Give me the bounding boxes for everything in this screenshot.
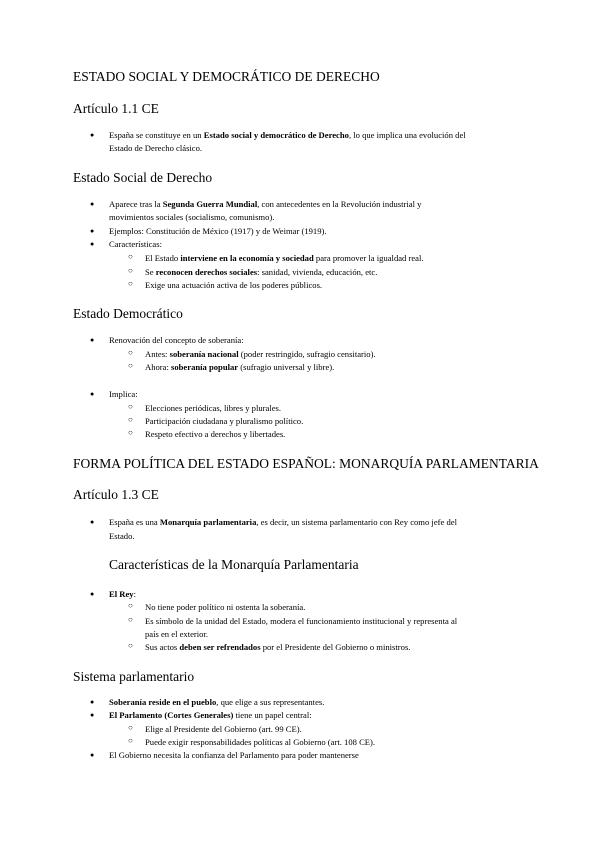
caract-sub-1: No tiene poder político ni ostenta la soberanía. [145, 602, 306, 612]
sub-bullet-circle: ○ [128, 736, 133, 745]
democ-sub-3: Elecciones periódicas, libres y plurales. [145, 403, 282, 413]
bullet-dot: ● [90, 711, 95, 719]
sub-bullet-circle: ○ [128, 615, 133, 624]
sub-bullet-circle: ○ [128, 428, 133, 437]
sub-bullet-circle: ○ [128, 252, 133, 261]
bullet-dot: ● [90, 751, 95, 759]
bullet-dot: ● [90, 336, 95, 344]
section-title-forma-politica: FORMA POLÍTICA DEL ESTADO ESPAÑOL: MONARQUÍA PARLAMENTARIA [73, 456, 539, 471]
caract-sub-2-cont: país en el exterior. [145, 629, 208, 639]
bullet-dot: ● [90, 518, 95, 526]
democ-bullet-2: Implica: [109, 389, 138, 399]
heading-articulo-1-1: Artículo 1.1 CE [73, 101, 159, 116]
democ-bullet-1: Renovación del concepto de soberanía: [109, 335, 244, 345]
bullet-dot: ● [90, 698, 95, 706]
heading-caracteristicas: Características de la Monarquía Parlamentaria [109, 557, 359, 572]
sub-bullet-circle: ○ [128, 348, 133, 357]
social-bullet-2: Ejemplos: Constitución de México (1917) y de Weimar (1919). [109, 226, 327, 236]
social-bullet-3: Características: [109, 239, 162, 249]
sistema-sub-2: Puede exigir responsabilidades políticas al Gobierno (art. 108 CE). [145, 737, 376, 747]
heading-estado-democratico: Estado Democrático [73, 306, 183, 321]
bullet-dot: ● [90, 227, 95, 235]
sistema-bullet-3: El Gobierno necesita la confianza del Parlamento para poder mantenerse [109, 750, 359, 760]
social-sub-3: Exige una actuación activa de los poderes públicos. [145, 280, 323, 290]
sistema-bullet-2: El Parlamento (Cortes Generales) tiene un papel central: [109, 710, 312, 720]
art11-bullet-1: España se constituye en un Estado social y democrático de Derecho, lo que implica una evolución del [109, 130, 466, 140]
bullet-dot: ● [90, 590, 95, 598]
sistema-bullet-1: Soberanía reside en el pueblo, que elige a sus representantes. [109, 697, 325, 707]
sub-bullet-circle: ○ [128, 266, 133, 275]
art13-bullet-1-cont: Estado. [109, 531, 135, 541]
sub-bullet-circle: ○ [128, 641, 133, 650]
social-bullet-1-cont: movimientos sociales (socialismo, comunismo). [109, 212, 275, 222]
sub-bullet-circle: ○ [128, 402, 133, 411]
heading-sistema-parlamentario: Sistema parlamentario [73, 669, 195, 684]
sub-bullet-circle: ○ [128, 601, 133, 610]
sub-bullet-circle: ○ [128, 279, 133, 288]
social-bullet-1: Aparece tras la Segunda Guerra Mundial, con antecedentes en la Revolución industrial y [109, 199, 422, 209]
sub-bullet-circle: ○ [128, 415, 133, 424]
caract-bullet-1: El Rey: [109, 589, 136, 599]
bullet-dot: ● [90, 131, 95, 139]
social-sub-1: El Estado interviene en la economía y sociedad para promover la igualdad real. [145, 253, 424, 263]
bullet-dot: ● [90, 240, 95, 248]
bullet-dot: ● [90, 200, 95, 208]
heading-estado-social: Estado Social de Derecho [73, 170, 213, 185]
caract-sub-2: Es símbolo de la unidad del Estado, modera el funcionamiento institucional y representa al [145, 616, 458, 626]
heading-articulo-1-3: Artículo 1.3 CE [73, 487, 159, 502]
social-sub-2: Se reconocen derechos sociales: sanidad, vivienda, educación, etc. [145, 267, 378, 277]
democ-sub-5: Respeto efectivo a derechos y libertades. [145, 429, 286, 439]
democ-sub-1: Antes: soberanía nacional (poder restringido, sufragio censitario). [145, 349, 376, 359]
caract-sub-3: Sus actos deben ser refrendados por el Presidente del Gobierno o ministros. [145, 642, 411, 652]
sub-bullet-circle: ○ [128, 361, 133, 370]
sistema-sub-1: Elige al Presidente del Gobierno (art. 99 CE). [145, 724, 302, 734]
democ-sub-2: Ahora: soberanía popular (sufragio universal y libre). [145, 362, 335, 372]
section-title-estado-social: ESTADO SOCIAL Y DEMOCRÁTICO DE DERECHO [73, 69, 380, 84]
bullet-dot: ● [90, 390, 95, 398]
art13-bullet-1: España es una Monarquía parlamentaria, es decir, un sistema parlamentario con Rey como jefe del [109, 517, 457, 527]
democ-sub-4: Participación ciudadana y pluralismo político. [145, 416, 304, 426]
art11-bullet-1-cont: Estado de Derecho clásico. [109, 143, 203, 153]
sub-bullet-circle: ○ [128, 723, 133, 732]
